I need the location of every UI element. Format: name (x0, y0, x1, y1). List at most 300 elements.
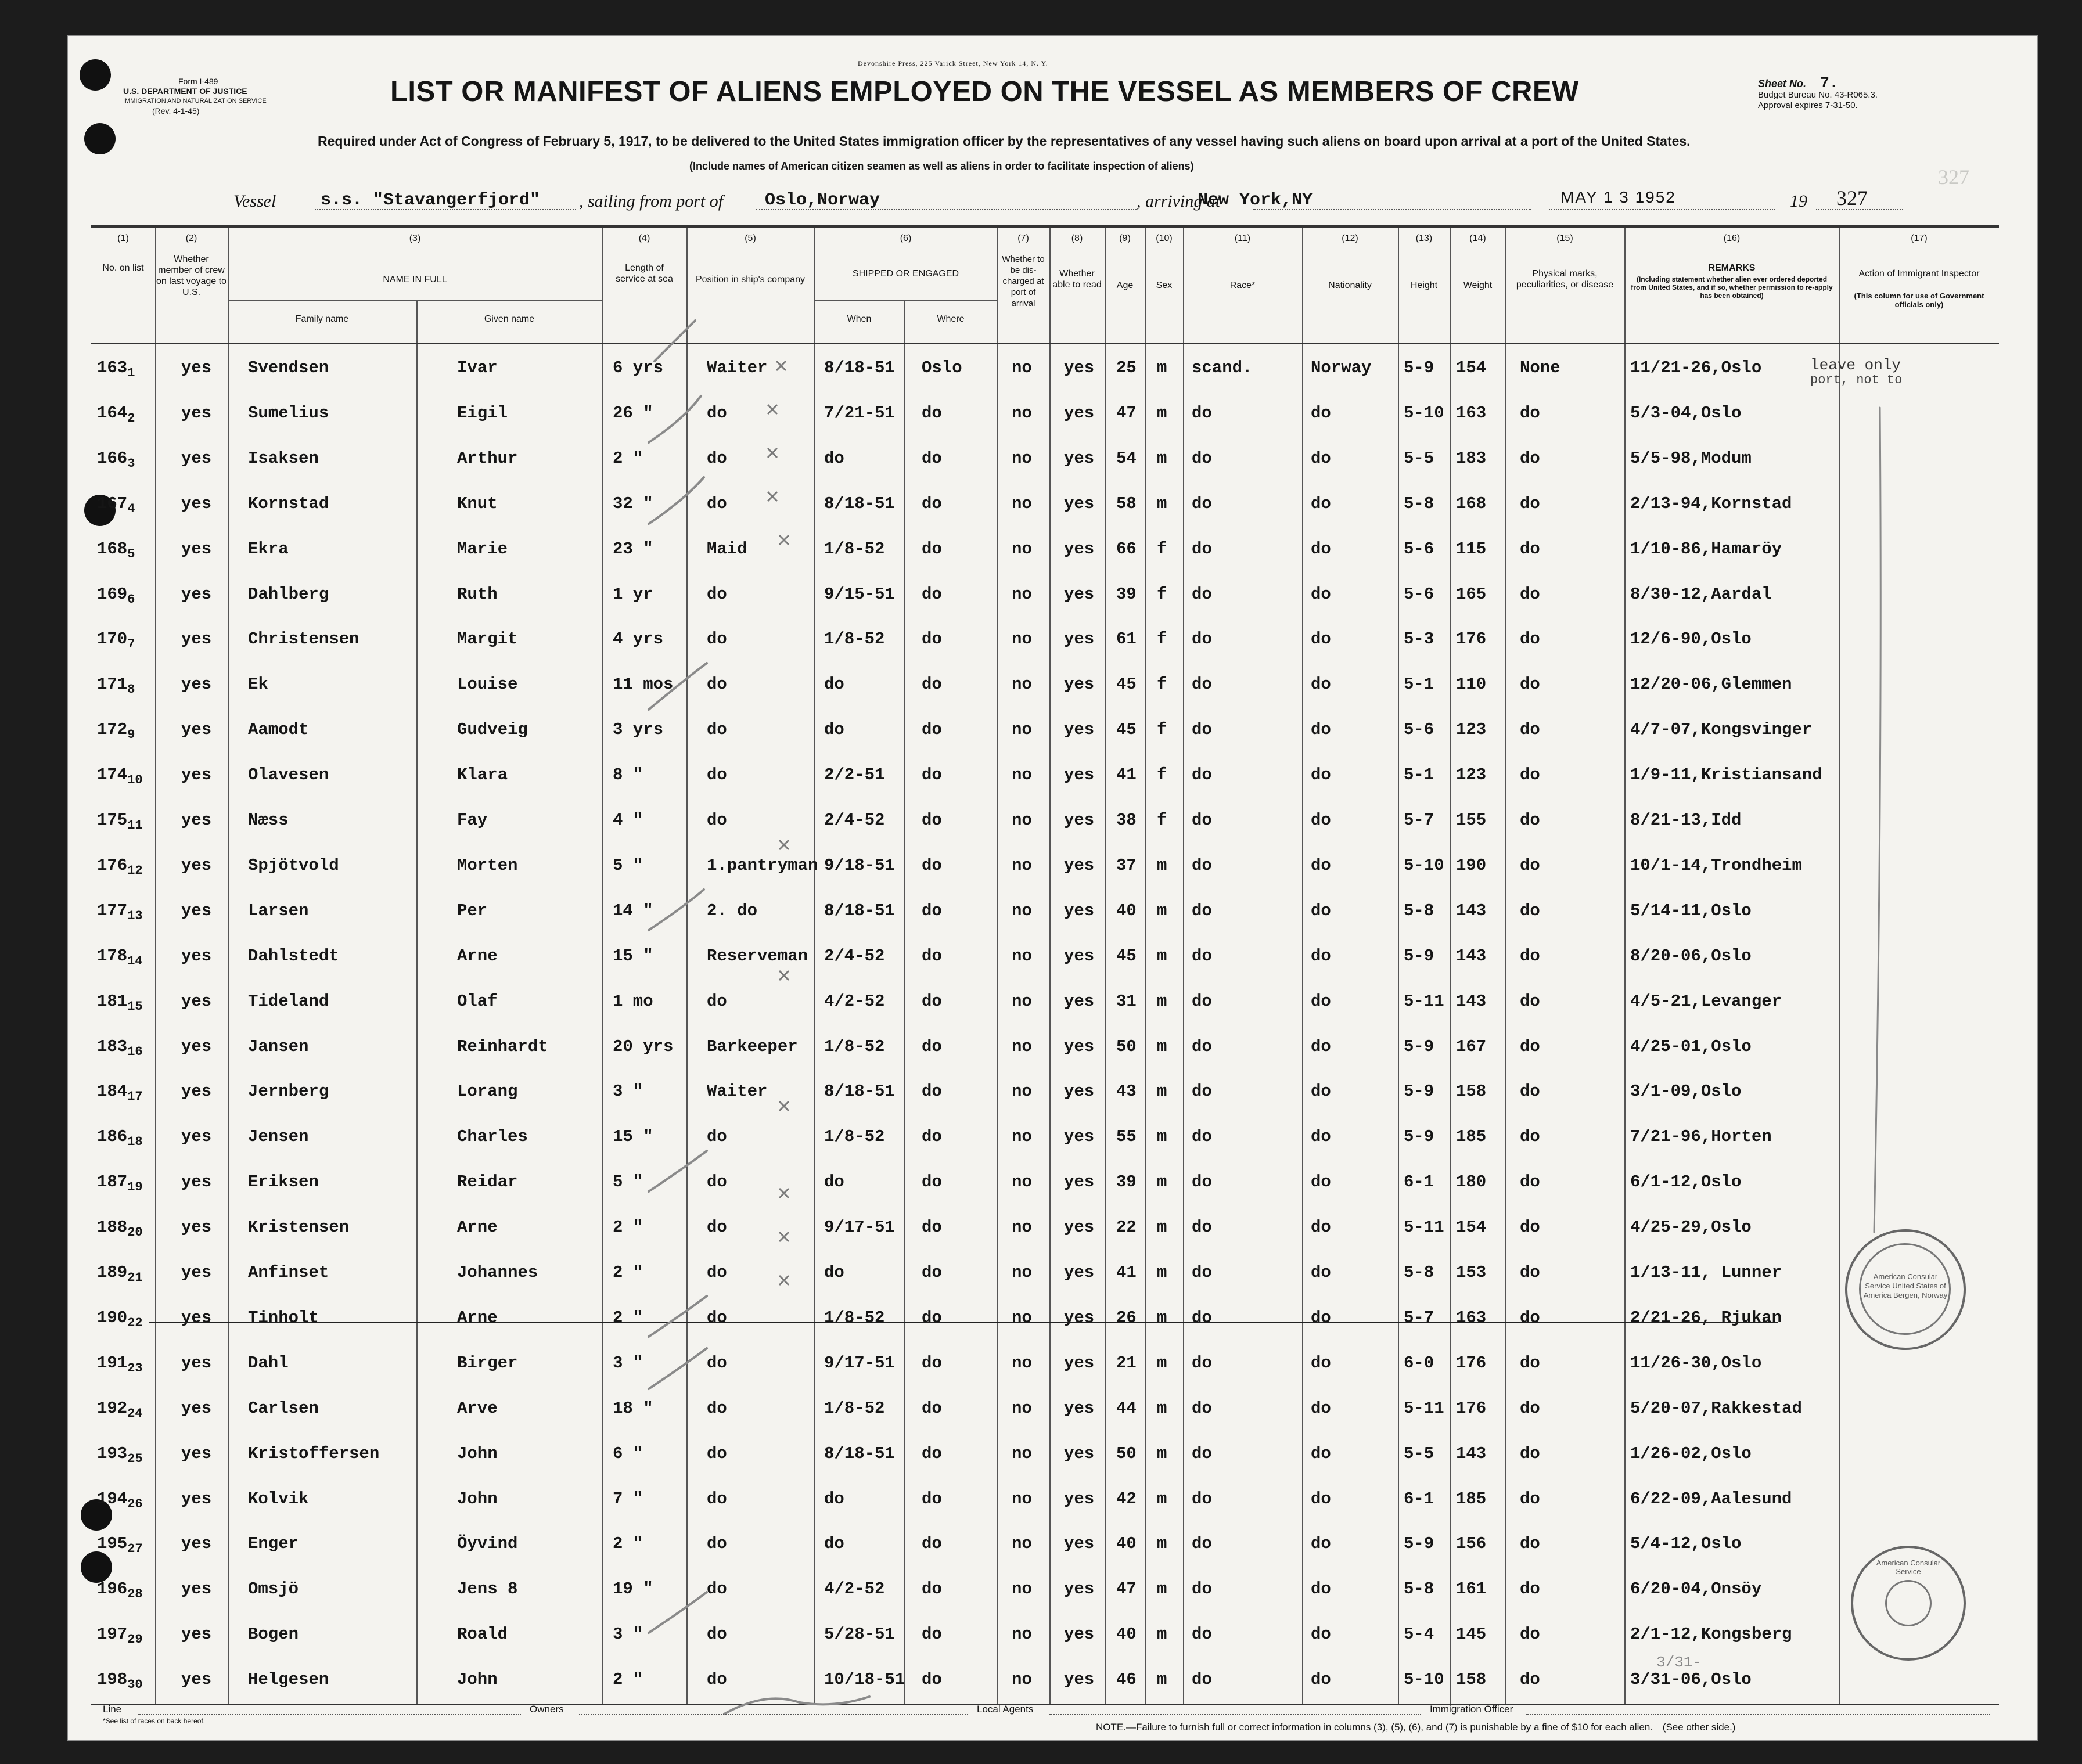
shipped-when-cell: 10/18-51 (824, 1670, 905, 1690)
given-name-cell: Fay (457, 811, 488, 830)
pencil-tick (649, 1151, 707, 1191)
list-number-value: 171 (97, 675, 128, 694)
discharged-cell: no (1012, 1172, 1032, 1192)
line-number: 30 (127, 1677, 143, 1692)
discharged-cell: no (1012, 1443, 1032, 1463)
height-cell: 5-5 (1404, 1443, 1434, 1463)
column-number: (13) (1415, 233, 1433, 243)
header-able-to-read: Whether able to read (1052, 269, 1102, 290)
header-crew-last-voyage: Whether member of crew on last voyage to U.S. (156, 254, 226, 297)
length-of-service-cell: 8 " (613, 765, 643, 785)
column-number: (14) (1469, 233, 1486, 243)
position-cell: do (707, 1489, 727, 1509)
column-number: (1) (117, 233, 129, 243)
footer-agents-field (1049, 1714, 1421, 1715)
length-of-service-cell: 20 yrs (613, 1036, 674, 1056)
list-number-value: 187 (97, 1172, 128, 1192)
family-name-cell: Enger (248, 1534, 299, 1554)
physical-marks-cell: do (1520, 539, 1540, 559)
nationality-cell: do (1311, 991, 1331, 1011)
consular-stamp-upper (1845, 1229, 1966, 1350)
position-cell: do (707, 1534, 727, 1554)
sex-cell: m (1157, 855, 1167, 875)
race-cell: do (1192, 1625, 1212, 1644)
shipped-when-cell: 5/28-51 (824, 1625, 895, 1644)
length-of-service-cell: 2 " (613, 1218, 643, 1237)
pencil-long-stroke (1874, 408, 1880, 1232)
nationality-cell: do (1311, 1172, 1331, 1192)
age-cell: 26 (1116, 1308, 1137, 1327)
shipped-when-cell: 7/21-51 (824, 403, 895, 423)
length-of-service-cell: 23 " (613, 539, 653, 559)
footer-agents-label: Local Agents (977, 1704, 1034, 1715)
discharged-cell: no (1012, 629, 1032, 649)
list-number-value: 163 (97, 358, 128, 377)
height-cell: 5-7 (1404, 811, 1434, 830)
height-cell: 5-9 (1404, 1036, 1434, 1056)
line-number: 22 (127, 1315, 143, 1330)
check-mark (779, 971, 789, 980)
shipped-when-cell: 9/18-51 (824, 855, 895, 875)
list-number-value: 177 (97, 901, 128, 920)
list-number-value: 195 (97, 1534, 128, 1554)
line-number: 23 (127, 1360, 143, 1376)
shipped-when-cell: 1/8-52 (824, 1398, 885, 1418)
shipped-where-cell: do (922, 539, 942, 559)
crew-last-voyage-cell: yes (181, 855, 212, 875)
list-number-value: 176 (97, 855, 128, 875)
length-of-service-cell: 4 yrs (613, 629, 664, 649)
header-age: Age (1116, 280, 1134, 290)
physical-marks-cell: do (1520, 494, 1540, 513)
remarks-cell: 12/20-06,Glemmen (1630, 675, 1792, 694)
weight-cell: 176 (1456, 629, 1487, 649)
shipped-when-cell: 8/18-51 (824, 494, 895, 513)
height-cell: 5-6 (1404, 720, 1434, 740)
given-name-cell: Ivar (457, 358, 498, 377)
manifest-sheet (67, 35, 2038, 1741)
nationality-cell: do (1311, 1625, 1331, 1644)
family-name-cell: Jensen (248, 1127, 309, 1147)
shipped-when-cell: 2/2-51 (824, 765, 885, 785)
physical-marks-cell: do (1520, 765, 1540, 785)
position-cell: do (707, 1670, 727, 1690)
height-cell: 5-9 (1404, 1082, 1434, 1101)
height-cell: 5-3 (1404, 629, 1434, 649)
sex-cell: f (1157, 720, 1167, 740)
crew-last-voyage-cell: yes (181, 1489, 212, 1509)
list-number-value: 191 (97, 1353, 128, 1373)
crew-last-voyage-cell: yes (181, 1082, 212, 1101)
discharged-cell: no (1012, 1263, 1032, 1282)
discharged-cell: no (1012, 584, 1032, 604)
height-cell: 5-4 (1404, 1625, 1434, 1644)
shipped-when-cell: 4/2-52 (824, 1579, 885, 1599)
discharged-cell: no (1012, 1579, 1032, 1599)
crew-last-voyage-cell: yes (181, 629, 212, 649)
given-name-cell: Arne (457, 1218, 498, 1237)
height-cell: 5-9 (1404, 1534, 1434, 1554)
physical-marks-cell: do (1520, 811, 1540, 830)
check-mark (779, 840, 789, 849)
discharged-cell: no (1012, 358, 1032, 377)
age-cell: 45 (1116, 720, 1137, 740)
height-cell: 5-6 (1404, 584, 1434, 604)
line-number: 2 (127, 411, 135, 426)
remarks-overstrike: port, not to (1810, 373, 1903, 387)
given-name-cell: Birger (457, 1353, 518, 1373)
shipped-when-cell: 2/4-52 (824, 811, 885, 830)
shipped-where-cell: do (922, 1172, 942, 1192)
footer-note-label: NOTE. (1096, 1722, 1126, 1733)
weight-cell: 143 (1456, 991, 1487, 1011)
remarks-cell: 3/31-06,Oslo (1630, 1670, 1752, 1690)
given-name-cell: Olaf (457, 991, 498, 1011)
check-mark (779, 1232, 789, 1241)
able-to-read-cell: yes (1064, 1353, 1095, 1373)
height-cell: 5-10 (1404, 403, 1444, 423)
nationality-cell: do (1311, 901, 1331, 920)
able-to-read-cell: yes (1064, 901, 1095, 920)
crew-last-voyage-cell: yes (181, 991, 212, 1011)
shipped-where-cell: do (922, 584, 942, 604)
list-number-value: 164 (97, 403, 128, 423)
crew-last-voyage-cell: yes (181, 584, 212, 604)
weight-cell: 143 (1456, 1443, 1487, 1463)
physical-marks-cell: do (1520, 1127, 1540, 1147)
line-number: 3 (127, 456, 135, 471)
race-cell: do (1192, 1218, 1212, 1237)
header-when: When (847, 314, 872, 324)
age-cell: 61 (1116, 629, 1137, 649)
nationality-cell: do (1311, 720, 1331, 740)
column-number: (4) (638, 233, 650, 243)
discharged-cell: no (1012, 991, 1032, 1011)
given-name-cell: Arne (457, 946, 498, 966)
nationality-cell: do (1311, 494, 1331, 513)
remarks-cell: 6/1-12,Oslo (1630, 1172, 1742, 1192)
pencil-tick (655, 321, 695, 361)
crew-last-voyage-cell: yes (181, 539, 212, 559)
family-name-cell: Jernberg (248, 1082, 329, 1101)
remarks-cell: 5/3-04,Oslo (1630, 403, 1742, 423)
given-name-cell: Klara (457, 765, 508, 785)
form-revision: (Rev. 4-1-45) (152, 106, 200, 116)
length-of-service-cell: 15 " (613, 946, 653, 966)
shipped-where-cell: do (922, 1036, 942, 1056)
line-number: 12 (127, 863, 143, 878)
header-position: Position in ship's company (695, 275, 806, 285)
crew-last-voyage-cell: yes (181, 1443, 212, 1463)
column-number: (15) (1556, 233, 1573, 243)
stamp-text: American Consular Service United States of America Bergen, Norway (1863, 1272, 1948, 1299)
able-to-read-cell: yes (1064, 720, 1095, 740)
sex-cell: m (1157, 358, 1167, 377)
pencil-tick (649, 890, 704, 930)
discharged-cell: no (1012, 1127, 1032, 1147)
family-name-cell: Tideland (248, 991, 329, 1011)
age-cell: 39 (1116, 584, 1137, 604)
line-number: 27 (127, 1542, 143, 1557)
able-to-read-cell: yes (1064, 403, 1095, 423)
family-name-cell: Svendsen (248, 358, 329, 377)
age-cell: 38 (1116, 811, 1137, 830)
race-cell: do (1192, 1443, 1212, 1463)
given-name-cell: Ruth (457, 584, 498, 604)
able-to-read-cell: yes (1064, 1127, 1095, 1147)
line-number: 20 (127, 1225, 143, 1240)
given-name-cell: Per (457, 901, 488, 920)
page-number: 327 (1836, 186, 1868, 210)
race-cell: do (1192, 720, 1212, 740)
line-number: 25 (127, 1451, 143, 1466)
check-mark (768, 492, 777, 501)
position-cell: do (707, 448, 727, 468)
crew-last-voyage-cell: yes (181, 901, 212, 920)
position-cell: do (707, 811, 727, 830)
departure-port: Oslo,Norway (765, 190, 880, 210)
line-number: 18 (127, 1135, 143, 1150)
sex-cell: m (1157, 1127, 1167, 1147)
line-number: 5 (127, 546, 135, 561)
header-weight: Weight (1463, 280, 1493, 290)
race-cell: do (1192, 539, 1212, 559)
remarks-cell: 5/20-07,Rakkestad (1630, 1398, 1802, 1418)
line-number: 10 (127, 772, 143, 787)
physical-marks-cell: do (1520, 675, 1540, 694)
sex-cell: m (1157, 1443, 1167, 1463)
column-number: (8) (1071, 233, 1083, 243)
list-number-value: 184 (97, 1082, 128, 1101)
able-to-read-cell: yes (1064, 991, 1095, 1011)
length-of-service-cell: 3 yrs (613, 720, 664, 740)
check-mark (779, 1101, 789, 1111)
family-name-cell: Olavesen (248, 765, 329, 785)
shipped-where-cell: do (922, 765, 942, 785)
height-cell: 5-8 (1404, 1579, 1434, 1599)
discharged-cell: no (1012, 1036, 1032, 1056)
able-to-read-cell: yes (1064, 448, 1095, 468)
check-mark (768, 448, 777, 458)
weight-cell: 168 (1456, 494, 1487, 513)
footer-owners-field (579, 1714, 968, 1715)
age-cell: 46 (1116, 1670, 1137, 1690)
length-of-service-cell: 14 " (613, 901, 653, 920)
sex-cell: m (1157, 1172, 1167, 1192)
able-to-read-cell: yes (1064, 1443, 1095, 1463)
weight-cell: 185 (1456, 1127, 1487, 1147)
sex-cell: m (1157, 946, 1167, 966)
physical-marks-cell: do (1520, 1534, 1540, 1554)
crew-last-voyage-cell: yes (181, 765, 212, 785)
header-shipped-or-engaged: SHIPPED OR ENGAGED (852, 269, 959, 279)
column-number: (17) (1911, 233, 1928, 243)
age-cell: 21 (1116, 1353, 1137, 1373)
sheet-number-label: Sheet No. (1758, 78, 1807, 89)
race-cell: do (1192, 448, 1212, 468)
shipped-where-cell: do (922, 991, 942, 1011)
shipped-where-cell: do (922, 1670, 942, 1690)
line-number: 28 (127, 1587, 143, 1602)
header-race: Race* (1229, 280, 1256, 290)
discharged-cell: no (1012, 855, 1032, 875)
physical-marks-cell: do (1520, 946, 1540, 966)
remarks-cell: 1/13-11, Lunner (1630, 1263, 1782, 1282)
length-of-service-cell: 1 yr (613, 584, 653, 604)
height-cell: 5-5 (1404, 448, 1434, 468)
crew-last-voyage-cell: yes (181, 448, 212, 468)
consular-stamp-lower (1851, 1546, 1966, 1661)
given-name-cell: Arve (457, 1398, 498, 1418)
shipped-where-cell: do (922, 448, 942, 468)
position-cell: do (707, 494, 727, 513)
position-cell: do (707, 629, 727, 649)
footer-note-text: —Failure to furnish full or correct information in columns (3), (5), (6), and (7) is punishable by a fine of $10 for each alien. (1125, 1722, 1653, 1733)
column-number: (10) (1156, 233, 1173, 243)
given-name-cell: Roald (457, 1625, 508, 1644)
remarks-cell: 2/1-12,Kongsberg (1630, 1625, 1792, 1644)
line-number: 9 (127, 727, 135, 742)
list-number-value: 196 (97, 1579, 128, 1599)
height-cell: 5-11 (1404, 1398, 1444, 1418)
discharged-cell: no (1012, 1670, 1032, 1690)
approval-expiry: Approval expires 7-31-50. (1758, 100, 1858, 110)
given-name-cell: Reidar (457, 1172, 518, 1192)
given-name-cell: Louise (457, 675, 518, 694)
shipped-where-cell: do (922, 811, 942, 830)
able-to-read-cell: yes (1064, 1579, 1095, 1599)
height-cell: 5-7 (1404, 1308, 1434, 1327)
physical-marks-cell: do (1520, 1036, 1540, 1056)
race-cell: do (1192, 1579, 1212, 1599)
race-cell: do (1192, 1263, 1212, 1282)
list-number-value: 174 (97, 765, 128, 785)
family-name-cell: Anfinset (248, 1263, 329, 1282)
age-cell: 31 (1116, 991, 1137, 1011)
given-name-cell: Margit (457, 629, 518, 649)
weight-cell: 163 (1456, 403, 1487, 423)
position-cell: do (707, 1579, 727, 1599)
crew-last-voyage-cell: yes (181, 1172, 212, 1192)
discharged-cell: no (1012, 1353, 1032, 1373)
shipped-when-cell: 2/4-52 (824, 946, 885, 966)
shipped-where-cell: do (922, 946, 942, 966)
pencil-tick (649, 663, 707, 710)
column-number: (7) (1017, 233, 1029, 243)
footer-line-label: Line (103, 1704, 122, 1715)
weight-cell: 143 (1456, 901, 1487, 920)
shipped-where-cell: do (922, 1082, 942, 1101)
discharged-cell: no (1012, 1489, 1032, 1509)
list-number-value: 186 (97, 1127, 128, 1147)
sex-cell: m (1157, 1670, 1167, 1690)
nationality-cell: do (1311, 539, 1331, 559)
line-number: 19 (127, 1179, 143, 1194)
column-number: (9) (1119, 233, 1131, 243)
department-name: U.S. DEPARTMENT OF JUSTICE (123, 87, 247, 96)
list-number-value: 183 (97, 1036, 128, 1056)
shipped-when-cell: 1/8-52 (824, 1127, 885, 1147)
header-discharged: Whether to be dis-charged at port of arrival (1002, 254, 1045, 308)
weight-cell: 190 (1456, 855, 1487, 875)
remarks-cell: 10/1-14,Trondheim (1630, 855, 1802, 875)
height-cell: 5-9 (1404, 946, 1434, 966)
able-to-read-cell: yes (1064, 1263, 1095, 1282)
sex-cell: m (1157, 1398, 1167, 1418)
race-cell: do (1192, 1036, 1212, 1056)
physical-marks-cell: do (1520, 584, 1540, 604)
footer-line-field (138, 1714, 521, 1715)
able-to-read-cell: yes (1064, 1036, 1095, 1056)
sex-cell: m (1157, 448, 1167, 468)
line-number: 21 (127, 1270, 143, 1285)
crew-last-voyage-cell: yes (181, 811, 212, 830)
crew-last-voyage-cell: yes (181, 1308, 212, 1327)
crew-last-voyage-cell: yes (181, 1579, 212, 1599)
line-number: 4 (127, 501, 135, 516)
arriving-label: , arriving at (1137, 192, 1221, 211)
physical-marks-cell: do (1520, 629, 1540, 649)
crew-last-voyage-cell: yes (181, 675, 212, 694)
crew-last-voyage-cell: yes (181, 1263, 212, 1282)
weight-cell: 185 (1456, 1489, 1487, 1509)
family-name-cell: Kolvik (248, 1489, 309, 1509)
position-cell: Waiter (707, 1082, 768, 1101)
age-cell: 41 (1116, 1263, 1137, 1282)
able-to-read-cell: yes (1064, 1218, 1095, 1237)
shipped-where-cell: do (922, 403, 942, 423)
pencil-tick (649, 1592, 707, 1633)
position-cell: Waiter (707, 358, 768, 377)
crew-last-voyage-cell: yes (181, 403, 212, 423)
position-cell: do (707, 584, 727, 604)
crew-last-voyage-cell: yes (181, 1127, 212, 1147)
shipped-where-cell: do (922, 675, 942, 694)
remarks-cell: 4/7-07,Kongsvinger (1630, 720, 1813, 740)
family-name-cell: Carlsen (248, 1398, 319, 1418)
shipped-where-cell: Oslo (922, 358, 962, 377)
header-physical-marks: Physical marks, peculiarities, or disease (1516, 269, 1614, 290)
nationality-cell: do (1311, 1489, 1331, 1509)
nationality-cell: do (1311, 1353, 1331, 1373)
list-number-value: 175 (97, 811, 128, 830)
shipped-when-cell: do (824, 448, 844, 468)
sheet-number-value: 7. (1820, 74, 1839, 92)
able-to-read-cell: yes (1064, 1082, 1095, 1101)
pencil-tick (649, 477, 704, 524)
crew-last-voyage-cell: yes (181, 1036, 212, 1056)
line-number: 6 (127, 592, 135, 607)
sex-cell: f (1157, 765, 1167, 785)
height-cell: 5-10 (1404, 1670, 1444, 1690)
nationality-cell: do (1311, 1082, 1331, 1101)
shipped-where-cell: do (922, 855, 942, 875)
sex-cell: m (1157, 991, 1167, 1011)
discharged-cell: no (1012, 811, 1032, 830)
position-cell: do (707, 1263, 727, 1282)
family-name-cell: Dahl (248, 1353, 289, 1373)
given-name-cell: Eigil (457, 403, 508, 423)
service-name: IMMIGRATION AND NATURALIZATION SERVICE (123, 98, 267, 105)
header-length-of-service: Length of service at sea (616, 263, 673, 284)
sex-cell: f (1157, 629, 1167, 649)
pencil-annotations (68, 36, 2037, 1740)
race-cell: do (1192, 1670, 1212, 1690)
physical-marks-cell: do (1520, 1443, 1540, 1463)
weight-cell: 153 (1456, 1263, 1487, 1282)
list-number-value: 166 (97, 448, 128, 468)
able-to-read-cell: yes (1064, 1398, 1095, 1418)
